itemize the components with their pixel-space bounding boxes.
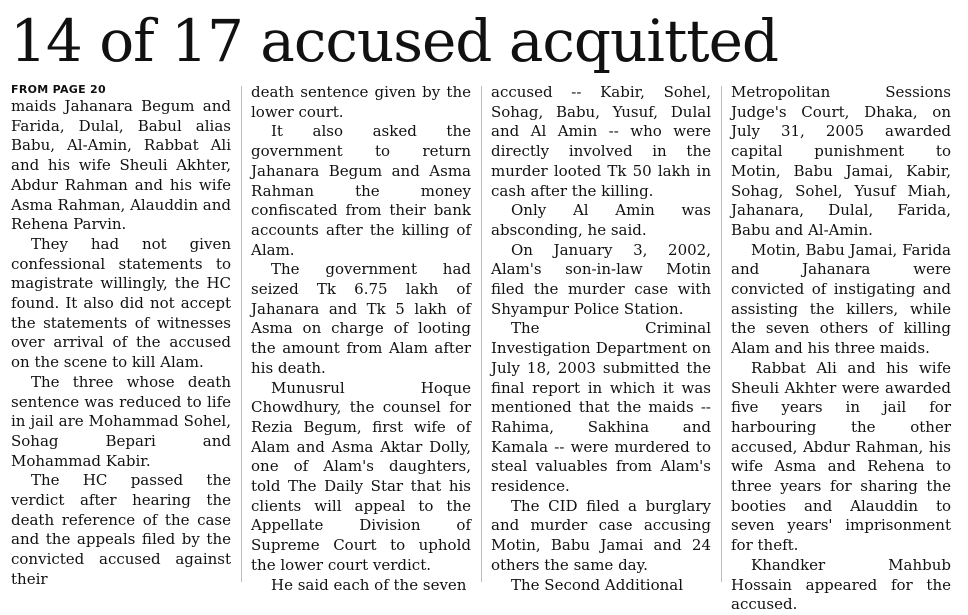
continuation-kicker: FROM PAGE 20 bbox=[11, 83, 106, 96]
paragraph: Munusrul Hoque Chowdhury, the counsel for Rezia Begum, first wife of Alam and Asma Aktar Dolly, one of Alam's daughters, told The Daily Star that his clients will appeal to the Appellate Division of Supreme Court to uphold the lower court verdict. bbox=[251, 378, 471, 574]
paragraph: maids Jahanara Begum and Farida, Dulal, Babul alias Babu, Al-Amin, Rabbat Ali and his wife Sheuli Akhter, Abdur Rahman and his wife Asma Rahman, Alauddin and Rehena Parvin. bbox=[11, 97, 231, 234]
column-divider bbox=[721, 86, 722, 582]
article-column-3 bbox=[491, 83, 711, 594]
article-column-4 bbox=[731, 83, 951, 614]
paragraph: Metropolitan Sessions Judge's Court, Dhaka, on July 31, 2005 awarded capital punishment to Motin, Babu Jamai, Kabir, Sohag, Sohel, Yusuf Miah, Jahanara, Dulal, Farida, Babu and Al-Amin. bbox=[731, 83, 951, 239]
paragraph: Motin, Babu Jamai, Farida and Jahanara were convicted of instigating and assisting the killers, while the seven others of killing Alam and his three maids. bbox=[731, 240, 951, 358]
paragraph: On January 3, 2002, Alam's son-in-law Motin filed the murder case with Shyampur Police Station. bbox=[491, 240, 711, 318]
paragraph: They had not given confessional statements to magistrate willingly, the HC found. It also did not accept the statements of witnesses over arrival of the accused on the scene to kill Alam. bbox=[11, 234, 231, 372]
paragraph: death sentence given by the lower court. bbox=[251, 83, 471, 121]
column-divider bbox=[241, 86, 242, 582]
paragraph: The three whose death sentence was reduced to life in jail are Mohammad Sohel, Sohag Bepari and Mohammad Kabir. bbox=[11, 372, 231, 470]
headline: 14 of 17 accused acquitted bbox=[10, 7, 779, 75]
paragraph: He said each of the seven bbox=[271, 575, 467, 594]
column-divider bbox=[481, 86, 482, 582]
article-column-1 bbox=[11, 83, 231, 588]
article-column-2 bbox=[251, 83, 471, 594]
paragraph: accused -- Kabir, Sohel, Sohag, Babu, Yusuf, Dulal and Al Amin -- who were directly involved in the murder looted Tk 50 lakh in cash after the killing. bbox=[491, 83, 711, 200]
paragraph: The HC passed the verdict after hearing the death reference of the case and the appeals filed by the convicted accused against their bbox=[11, 471, 231, 588]
paragraph: The CID filed a burglary and murder case accusing Motin, Babu Jamai and 24 others the same day. bbox=[491, 496, 711, 574]
paragraph: Only Al Amin was absconding, he said. bbox=[491, 201, 711, 239]
paragraph: It also asked the government to return Jahanara Begum and Asma Rahman the money confiscated from their bank accounts after the killing of Alam. bbox=[251, 122, 471, 259]
paragraph: The Second Additional bbox=[511, 575, 684, 594]
paragraph: The Criminal Investigation Department on July 18, 2003 submitted the final report in which it was mentioned that the maids -- Rahima, Sakhina and Kamala -- were murdered to steal valuables from Alam's residence. bbox=[491, 319, 711, 496]
paragraph: Khandker Mahbub Hossain appeared for the accused. bbox=[731, 555, 951, 614]
paragraph: Rabbat Ali and his wife Sheuli Akhter were awarded five years in jail for harbouring the other accused, Abdur Rahman, his wife Asma and Rehena to three years for sharing the booties and Alauddin to seven years' imprisonment for theft. bbox=[731, 358, 951, 555]
paragraph: The government had seized Tk 6.75 lakh of Jahanara and Tk 5 lakh of Asma on charge of looting the amount from Alam after his death. bbox=[251, 260, 471, 377]
